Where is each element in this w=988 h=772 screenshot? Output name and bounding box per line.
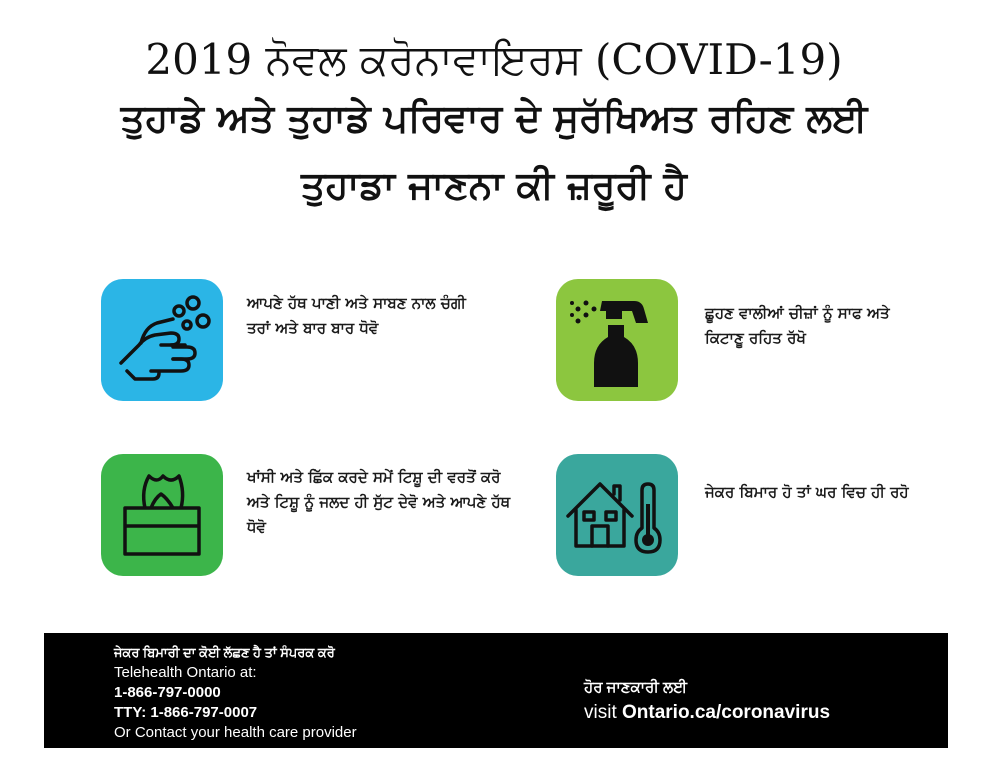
disinfect-text: ਛੂਹਣ ਵਾਲੀਆਂ ਚੀਜ਼ਾਂ ਨੂੰ ਸਾਫ ਅਤੇ ਕਿਟਾਣੂ ਰਹਿਤ ਰੱਖੋ	[705, 304, 890, 347]
more-info	[584, 676, 830, 726]
spray-bottle-icon	[556, 279, 678, 401]
tissue-tile	[101, 454, 223, 576]
cough-sneeze-text: ਖਾਂਸੀ ਅਤੇ ਛਿੱਕ ਕਰਦੇ ਸਮੇਂ ਟਿਸ਼ੂ ਦੀ ਵਰਤੋਂ ਕਰੋ ਅਤੇ ਟਿਸ਼ੂ ਨੂੰ ਜਲਦ ਹੀ ਸੁੱਟ ਦੇਵੋ ਅਤੇ ਆਪਣੇ ਹੱਥ ਧੋਵੋ	[247, 468, 511, 536]
stay-home-text: ਜੇਕਰ ਬਿਮਾਰ ਹੋ ਤਾਂ ਘਰ ਵਿਚ ਹੀ ਰਹੋ	[705, 483, 909, 501]
visit-prefix: visit	[584, 702, 622, 723]
contact-info	[114, 643, 357, 743]
disinfect-tile	[556, 279, 678, 401]
stay-home-tile	[556, 454, 678, 576]
title-line-1: 2019 ਨੋਵਲ ਕਰੋਨਾਵਾਇਰਸ (COVID-19)	[145, 35, 843, 84]
ontario-link[interactable]: Ontario.ca/coronavirus	[622, 702, 831, 723]
hand-washing-tile	[101, 279, 223, 401]
tty-number[interactable]: TTY: 1-866-797-0007	[114, 704, 258, 721]
phone-number[interactable]: 1-866-797-0000	[114, 684, 221, 701]
contact-heading: ਜੇਕਰ ਬਿਮਾਰੀ ਦਾ ਕੋਈ ਲੱਛਣ ਹੈ ਤਾਂ ਸੰਪਰਕ ਕਰੋ	[114, 645, 335, 660]
title-line-3: ਤੁਹਾਡਾ ਜਾਣਨਾ ਕੀ ਜ਼ਰੂਰੀ ਹੈ	[300, 163, 688, 207]
provider-text: Or Contact your health care provider	[114, 724, 357, 741]
more-info-label: ਹੋਰ ਜਾਣਕਾਰੀ ਲਈ	[584, 679, 688, 696]
hand-washing-icon	[101, 279, 223, 401]
hand-washing-text: ਆਪਣੇ ਹੱਥ ਪਾਣੀ ਅਤੇ ਸਾਬਣ ਨਾਲ ਚੰਗੀ ਤਰਾਂ ਅਤੇ ਬਾਰ ਬਾਰ ਧੋਵੋ	[247, 294, 466, 337]
tissue-box-icon	[101, 454, 223, 576]
house-thermometer-icon	[556, 454, 678, 576]
title-line-2: ਤੁਹਾਡੇ ਅਤੇ ਤੁਹਾਡੇ ਪਰਿਵਾਰ ਦੇ ਸੁਰੱਖਿਅਤ ਰਹਿਣ ਲਈ	[120, 96, 868, 140]
telehealth-label: Telehealth Ontario at:	[114, 664, 257, 681]
footer-banner	[44, 633, 948, 748]
